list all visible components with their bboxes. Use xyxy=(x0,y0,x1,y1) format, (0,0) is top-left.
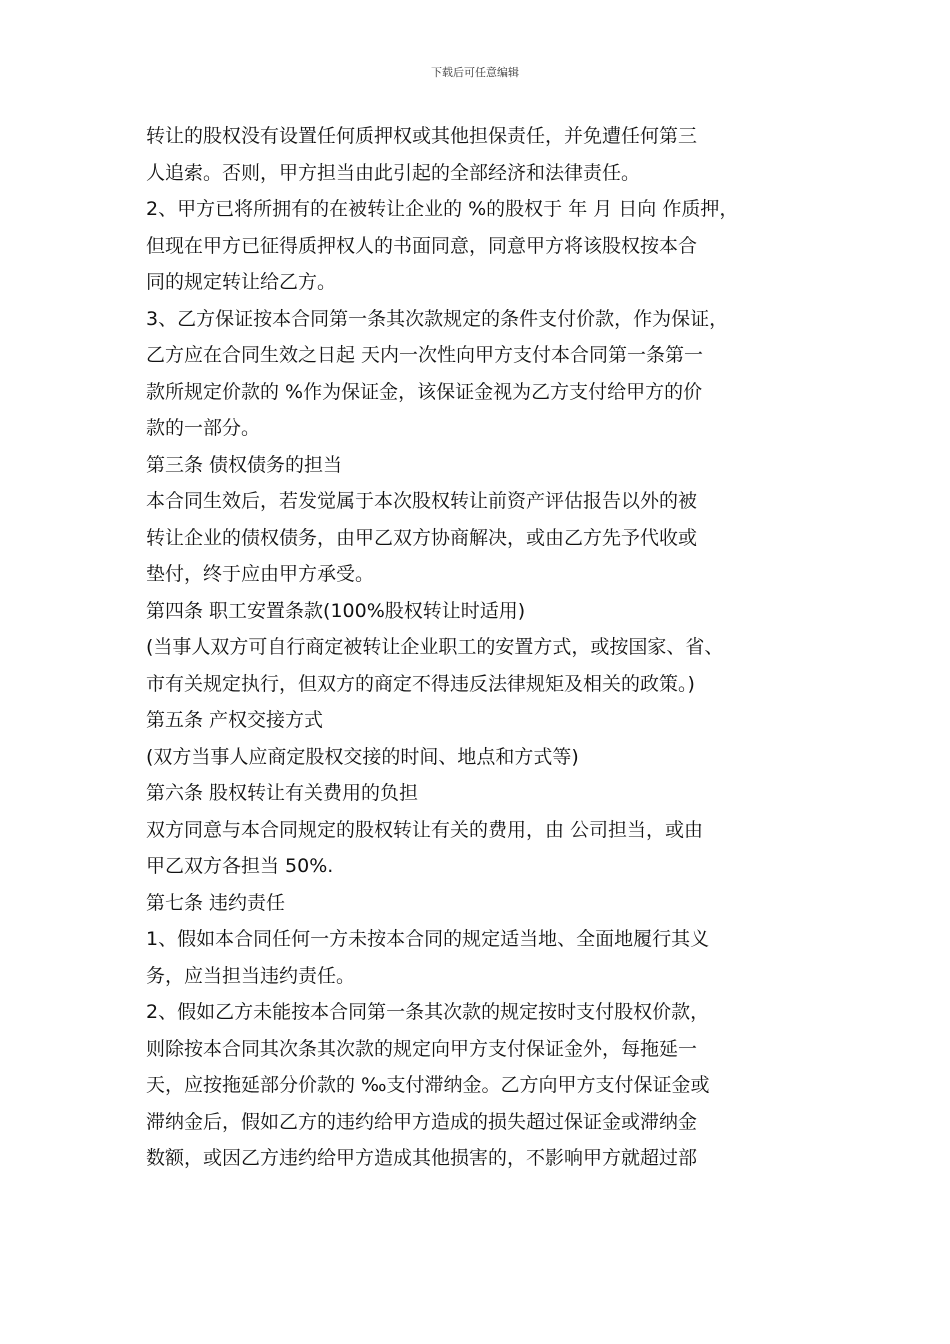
section-heading-6: 第六条 股权转让有关费用的负担 xyxy=(146,782,419,804)
text-line: 数额，或因乙方违约给甲方造成其他损害的，不影响甲方就超过部 xyxy=(146,1147,698,1169)
text-line: 垫付，终于应由甲方承受。 xyxy=(146,563,375,585)
text-line: 务，应当担当违约责任。 xyxy=(146,964,356,987)
text-line: 双方同意与本合同规定的股权转让有关的费用，由 公司担当，或由 xyxy=(146,818,704,841)
section-heading-5: 第五条 产权交接方式 xyxy=(146,709,324,731)
text-line: 2、甲方已将所拥有的在被转让企业的 %的股权于 年 月 日向 作质押， xyxy=(146,198,739,220)
text-line: 款所规定价款的 %作为保证金，该保证金视为乙方支付给甲方的价 xyxy=(146,380,703,403)
text-line: 则除按本合同其次条其次款的规定向甲方支付保证金外，每拖延一 xyxy=(146,1037,698,1060)
text-line: (双方当事人应商定股权交接的时间、地点和方式等) xyxy=(146,745,579,768)
text-line: (当事人双方可自行商定被转让企业职工的安置方式，或按国家、省、 xyxy=(146,636,724,658)
section-heading-4: 第四条 职工安置条款(100%股权转让时适用) xyxy=(146,599,526,622)
text-line: 3、乙方保证按本合同第一条其次款规定的条件支付价款，作为保证， xyxy=(146,307,729,330)
text-line: 2、假如乙方未能按本合同第一条其次款的规定按时支付股权价款， xyxy=(146,1001,710,1023)
text-line: 本合同生效后，若发觉属于本次股权转让前资产评估报告以外的被 xyxy=(146,490,698,512)
page-header: 下载后可任意编辑 xyxy=(431,66,519,79)
document-body xyxy=(146,118,826,1177)
section-heading-3: 第三条 债权债务的担当 xyxy=(146,453,343,476)
text-line: 同的规定转让给乙方。 xyxy=(146,271,337,293)
text-line: 滞纳金后，假如乙方的违约给甲方造成的损失超过保证金或滞纳金 xyxy=(146,1110,698,1133)
text-line: 人追索。否则，甲方担当由此引起的全部经济和法律责任。 xyxy=(146,161,641,184)
text-line: 市有关规定执行，但双方的商定不得违反法律规矩及相关的政策。) xyxy=(146,672,695,695)
text-line: 天，应按拖延部分价款的 ‰支付滞纳金。乙方向甲方支付保证金或 xyxy=(146,1074,710,1096)
text-line: 款的一部分。 xyxy=(146,417,261,439)
text-line: 转让的股权没有设置任何质押权或其他担保责任，并免遭任何第三 xyxy=(146,125,698,147)
text-line: 甲乙双方各担当 50%. xyxy=(146,855,334,877)
text-line: 乙方应在合同生效之日起 天内一次性向甲方支付本合同第一条第一 xyxy=(146,344,704,366)
text-line: 1、假如本合同任何一方未按本合同的规定适当地、全面地履行其义 xyxy=(146,928,710,950)
text-line: 但现在甲方已征得质押权人的书面同意，同意甲方将该股权按本合 xyxy=(146,234,698,257)
text-line: 转让企业的债权债务，由甲乙双方协商解决，或由乙方先予代收或 xyxy=(146,526,698,549)
section-heading-7: 第七条 违约责任 xyxy=(146,891,286,914)
